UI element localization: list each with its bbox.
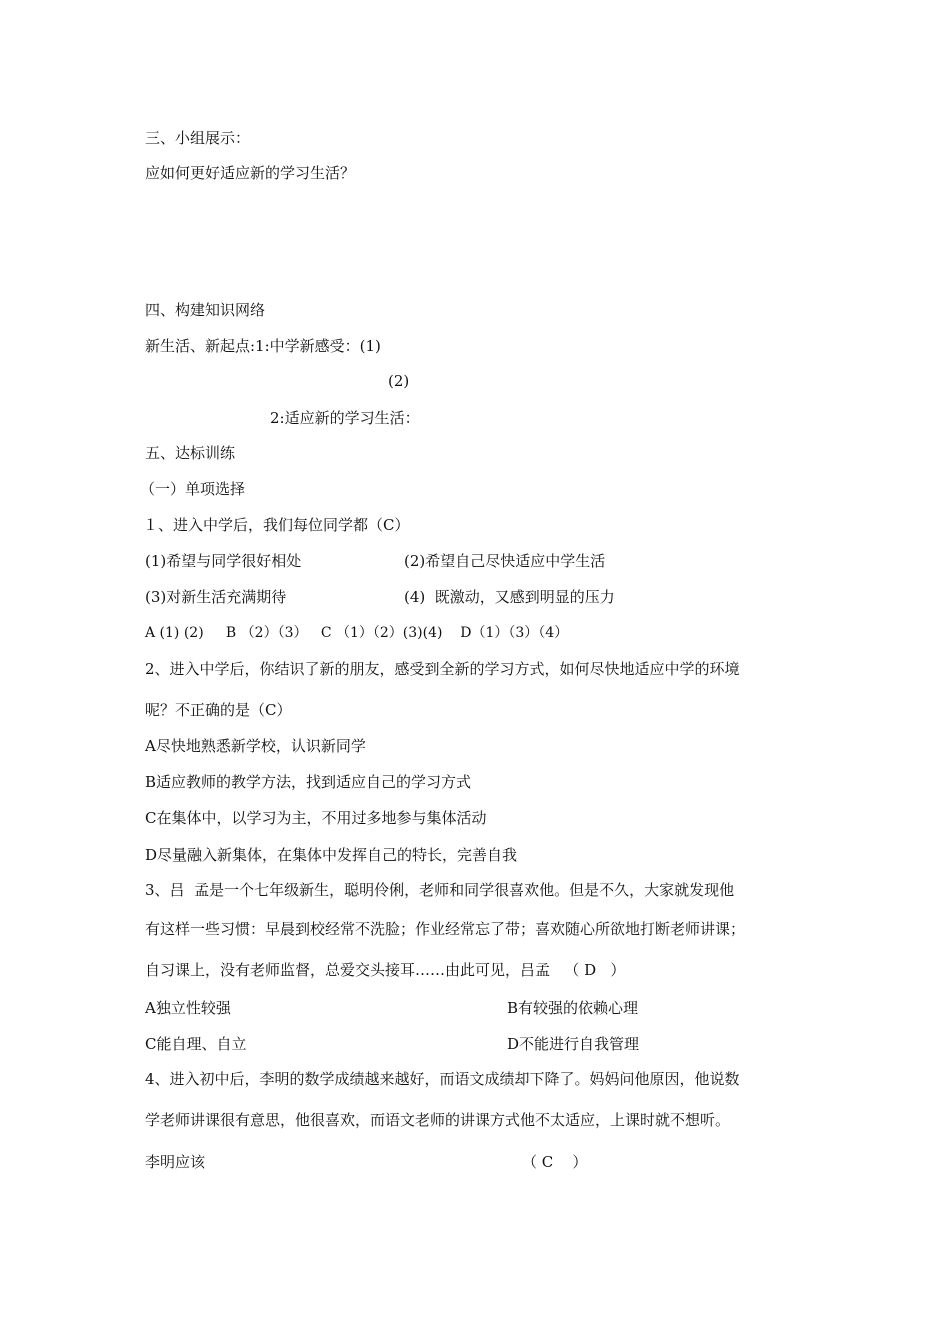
q1-option-2: (2)希望自己尽快适应中学生活 (404, 552, 606, 570)
q3-stem-line2: 有这样一些习惯：早晨到校经常不洗脸；作业经常忘了带；喜欢随心所欲地打断老师讲课； (145, 920, 746, 938)
section3-question: 应如何更好适应新的学习生活？ (145, 164, 356, 182)
q3-stem-line3: 自习课上，没有老师监督，总爱交头接耳……由此可见，吕孟 （ D ） (145, 961, 626, 979)
q4-stem-line2: 学老师讲课很有意思，他很喜欢，而语文老师的讲课方式他不太适应，上课时就不想听。 (145, 1111, 731, 1129)
q2-option-a: A尽快地熟悉新学校，认识新同学 (145, 737, 366, 755)
q3-option-b: B有较强的依赖心理 (507, 999, 639, 1017)
q3-option-c: C能自理、自立 (145, 1035, 247, 1053)
q1-stem: １、进入中学后，我们每位同学都（C） (143, 516, 410, 534)
q2-option-c: C在集体中，以学习为主，不用过多地参与集体活动 (145, 809, 487, 827)
section4-heading: 四、构建知识网络 (145, 301, 266, 319)
q1-option-3: (3)对新生活充满期待 (145, 588, 287, 606)
q2-stem-line1: 2、进入中学后，你结识了新的朋友，感受到全新的学习方式，如何尽快地适应中学的环境 (145, 660, 740, 678)
section3-heading: 三、小组展示： (145, 129, 251, 147)
q4-stem-line1: 4、进入初中后，李明的数学成绩越来越好，而语文成绩却下降了。妈妈问他原因，他说数 (145, 1070, 740, 1088)
section5-subheading: （一）单项选择 (140, 480, 246, 498)
q1-choices: A (1) (2) B （2）（3） C （1）（2）(3)(4) D（1）（3）（4） (145, 625, 569, 641)
knowledge-network-line3: 2:适应新的学习生活： (270, 409, 420, 427)
section5-heading: 五、达标训练 (145, 444, 236, 462)
q1-option-4: (4) 既激动，又感到明显的压力 (404, 588, 615, 606)
q3-stem-line1: 3、吕 孟是一个七年级新生，聪明伶俐，老师和同学很喜欢他。但是不久，大家就发现他 (145, 881, 735, 899)
q2-option-b: B适应教师的教学方法，找到适应自己的学习方式 (145, 773, 472, 791)
q1-option-1: (1)希望与同学很好相处 (145, 552, 302, 570)
q3-option-a: A独立性较强 (145, 999, 231, 1017)
q2-option-d: D尽量融入新集体，在集体中发挥自己的特长，完善自我 (145, 846, 518, 864)
q2-stem-line2: 呢？不正确的是（C） (145, 701, 292, 719)
knowledge-network-line1: 新生活、新起点:1:中学新感受：(1) (145, 337, 381, 355)
knowledge-network-line2: (2) (388, 372, 410, 390)
q4-answer: （ C ） (522, 1153, 588, 1171)
q4-stem-line3: 李明应该 (145, 1153, 206, 1171)
q3-option-d: D不能进行自我管理 (507, 1035, 640, 1053)
